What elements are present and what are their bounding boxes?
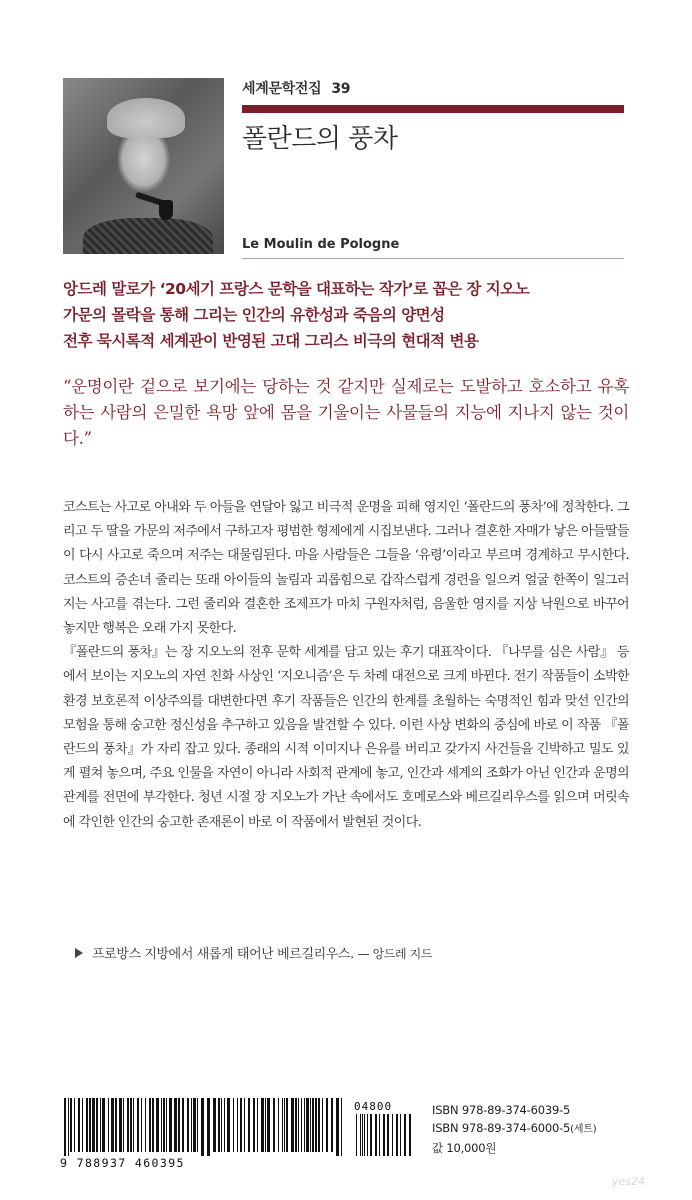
barcode-digits: 9 788937 460395 [60,1156,185,1170]
synopsis [63,496,629,835]
author-photo [63,78,224,254]
book-title: 폴란드의 풍차 [242,124,398,154]
barcode [60,1098,412,1170]
title-rule [242,105,624,113]
isbn-line-set: ISBN 978-89-374-6000-5(세트) [432,1121,597,1135]
series-name: 세계문학전집 [242,81,322,97]
blurb-attribution: — 앙드레 지드 [357,947,432,961]
original-title: Le Moulin de Pologne [242,237,400,252]
divider [242,258,624,259]
watermark: yes24 [612,1175,646,1188]
pull-quote: “운명이란 겉으로 보기에는 당하는 것 같지만 실제로는 도발하고 호소하고 유혹하는 사람의 은밀한 욕망 앞에 몸을 기울이는 사물들의 지능에 지나지 않는 것이다.” [63,377,629,448]
tagline: 앙드레 말로가 ‘20세기 프랑스 문학을 대표하는 작가’로 꼽은 장 지오노 [63,280,530,298]
paragraph: 『폴란드의 풍차』는 장 지오노의 전후 문학 세계를 담고 있는 후기 대표작이다. 『나무를 심은 사람』 등에서 보이는 지오노의 자연 친화 사상인 ‘지오니즘’은 두 차례 대전으로 크게 바뀐다. 전기 작품들이 소박한 환경 보호론적 이상주의를 대변한다면 후기 작품들은 인간의 한계를 초월하는 숙명적인 힘과 맞선 인간의 모험을 통해 숭고한 정신성을 추구하고 있음을 발견할 수 있다. 이런 사상 변화의 중심에 바로 이 작품 『폴란드의 풍차』가 자리 잡고 있다. 종래의 시적 이미지나 은유를 버리고 갖가지 사건들을 긴박하고 밀도 있게 펼쳐 놓으며, 주요 인물을 자연이 아니라 사회적 관계에 놓고, 인간과 세계의 조화가 아닌 인간과 운명의 관계를 전면에 부각한다. 청년 시절 장 지오노가 가난 속에서도 호메로스와 베르길리우스를 읽으며 머릿속에 각인한 인간의 숭고한 존재론이 바로 이 작품에서 발현된 것이다. [63,645,629,830]
paragraph: 코스트는 사고로 아내와 두 아들을 연달아 잃고 비극적 운명을 피해 영지인 ‘폴란드의 풍차’에 정착한다. 그리고 두 딸을 가문의 저주에서 구하고자 평범한 형제에게 시집보낸다. 그러나 결혼한 자매가 낳은 아들딸들이 다시 사고로 죽으며 저주는 대물림된다. 마을 사람들은 그들을 ‘유령’이라고 부르며 경계하고 무시한다. 코스트의 증손녀 줄리는 또래 아이들의 놀림과 괴롭힘으로 갑작스럽게 경련을 일으켜 얼굴 한쪽이 일그러지는 사고를 겪는다. 그런 줄리와 결혼한 조제프가 마치 구원자처럼, 음울한 영지를 지상 낙원으로 바꾸어 놓지만 행복은 오래 가지 못한다. [63,500,629,637]
taglines [63,276,633,354]
tagline: 전후 묵시록적 세계관이 반영된 고대 그리스 비극의 현대적 변용 [63,332,479,350]
tagline: 가문의 몰락을 통해 그리는 인간의 유한성과 죽음의 양면성 [63,306,445,324]
isbn-line: ISBN 978-89-374-6039-5 [432,1103,571,1117]
triangle-bullet-icon [75,948,83,958]
review-blurb [75,943,432,962]
isbn-set-note: (세트) [570,1124,597,1135]
barcode-addon: 04800 [354,1100,393,1113]
isbn-block [432,1101,596,1157]
price: 값 10,000원 [432,1141,497,1155]
blurb-text: 프로방스 지방에서 새롭게 태어난 베르길리우스. [92,947,354,962]
series-number: 39 [331,81,351,97]
series-label [242,78,350,98]
